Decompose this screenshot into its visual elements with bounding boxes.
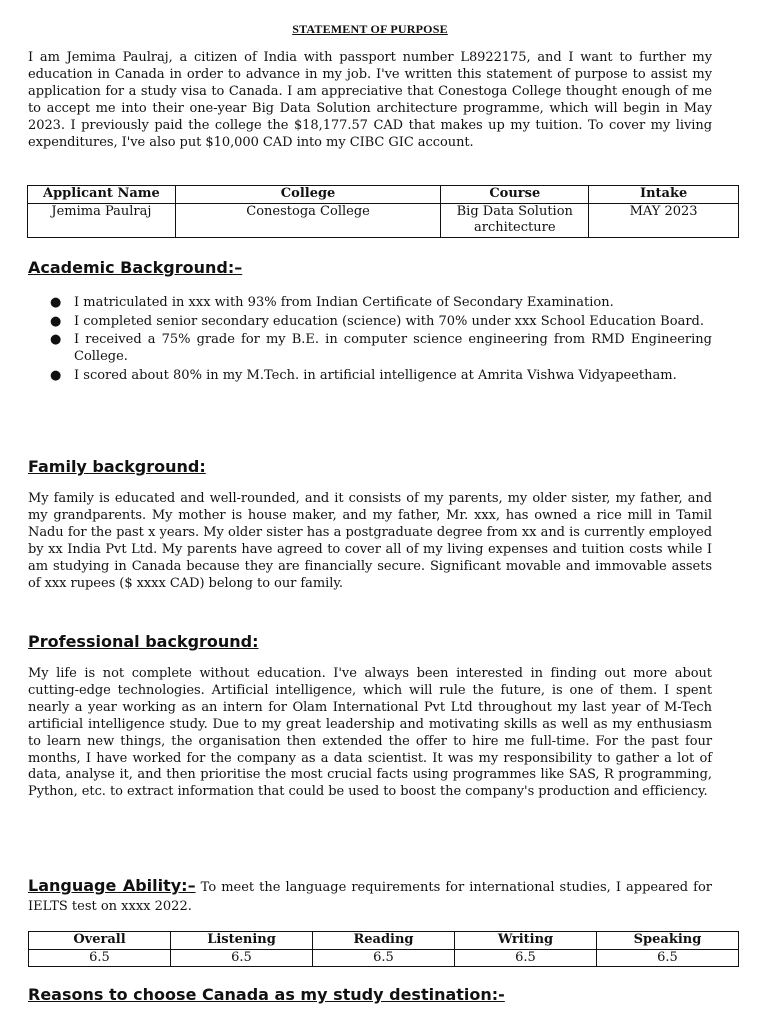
table-header: Applicant Name — [28, 186, 176, 204]
list-item-text: I received a 75% grade for my B.E. in computer science engineering from RMD Engineering College. — [74, 332, 712, 364]
table-header: Reading — [313, 932, 455, 950]
ielts-table — [28, 931, 739, 967]
list-item — [50, 331, 712, 365]
table-cell: MAY 2023 — [589, 203, 739, 237]
bullet-icon: ● — [50, 313, 62, 329]
table-cell: 6.5 — [313, 949, 455, 967]
table-cell: 6.5 — [29, 949, 171, 967]
family-paragraph: My family is educated and well-rounded, and it consists of my parents, my older sister, my father, and my grandparents. My mother is house maker, and my father, Mr. xxx, has owned a rice mill in Tamil Nadu for the past x years. My older sister has a postgraduate degree from xx and is currently employed by xx India Pvt Ltd. My parents have agreed to cover all of my living expenses and tuition costs while I am studying in Canada because they are financially secure. Significant movable and immovable assets of xxx rupees ($ xxxx CAD) belong to our family. — [28, 491, 712, 591]
table-header: Writing — [455, 932, 597, 950]
academic-heading: Academic Background:– — [28, 258, 243, 277]
language-text: To meet the language requirements for international studies, I appeared for IELTS test on xxxx 2022. — [28, 880, 712, 914]
intro-paragraph: I am Jemima Paulraj, a citizen of India with passport number L8922175, and I want to further my education in Canada in order to advance in my job. I've written this statement of purpose to assist my application for a study visa to Canada. I am appreciative that Conestoga College thought enough of me to accept me into their one-year Big Data Solution architecture programme, which will begin in May 2023. I previously paid the college the $18,177.57 CAD that makes up my tuition. To cover my living expenditures, I've also put $10,000 CAD into my CIBC GIC account. — [28, 50, 712, 150]
table-row — [29, 949, 739, 967]
reasons-heading: Reasons to choose Canada as my study destination:- — [28, 985, 505, 1004]
list-item-text: I matriculated in xxx with 93% from Indian Certificate of Secondary Examination. — [74, 295, 614, 310]
professional-heading: Professional background: — [28, 632, 259, 651]
table-header: Intake — [589, 186, 739, 204]
applicant-table — [27, 185, 739, 238]
table-row — [28, 203, 739, 237]
academic-list — [28, 294, 712, 385]
list-item — [50, 313, 712, 330]
table-header: College — [175, 186, 441, 204]
table-cell: 6.5 — [455, 949, 597, 967]
table-cell: 6.5 — [597, 949, 739, 967]
language-heading: Language Ability:– — [28, 876, 196, 895]
bullet-icon: ● — [50, 295, 62, 310]
bullet-icon: ● — [50, 367, 62, 383]
family-heading: Family background: — [28, 457, 206, 476]
list-item — [50, 294, 712, 311]
ielts-header-row — [29, 932, 739, 950]
document-title: STATEMENT OF PURPOSE — [292, 22, 448, 36]
table-header: Speaking — [597, 932, 739, 950]
table-cell: Conestoga College — [175, 203, 441, 237]
list-item-text: I scored about 80% in my M.Tech. in artificial intelligence at Amrita Vishwa Vidyapeetham. — [74, 367, 677, 383]
table-header: Listening — [171, 932, 313, 950]
table-header: Course — [441, 186, 589, 204]
table-cell: Jemima Paulraj — [28, 203, 176, 237]
language-paragraph — [28, 876, 712, 916]
applicant-table-header-row — [28, 186, 739, 204]
list-item-text: I completed senior secondary education (science) with 70% under xxx School Education Board. — [74, 313, 704, 329]
bullet-icon: ● — [50, 332, 62, 347]
professional-paragraph: My life is not complete without education. I've always been interested in finding out more about cutting-edge technologies. Artificial intelligence, which will rule the future, is one of them. I spent nearly a year working as an intern for Olam International Pvt Ltd throughout my last year of M-Tech artificial intelligence study. Due to my great leadership and motivating skills as well as my enthusiasm to learn new things, the organisation then extended the offer to hire me full-time. For the past four months, I have worked for the company as a data scientist. It was my responsibility to gather a lot of data, analyse it, and then prioritise the most crucial facts using programmes like SAS, R programming, Python, etc. to extract information that could be used to boost the company's production and efficiency. — [28, 666, 712, 800]
table-header: Overall — [29, 932, 171, 950]
list-item — [50, 367, 712, 384]
table-cell: 6.5 — [171, 949, 313, 967]
table-cell: Big Data Solution architecture — [441, 203, 589, 237]
